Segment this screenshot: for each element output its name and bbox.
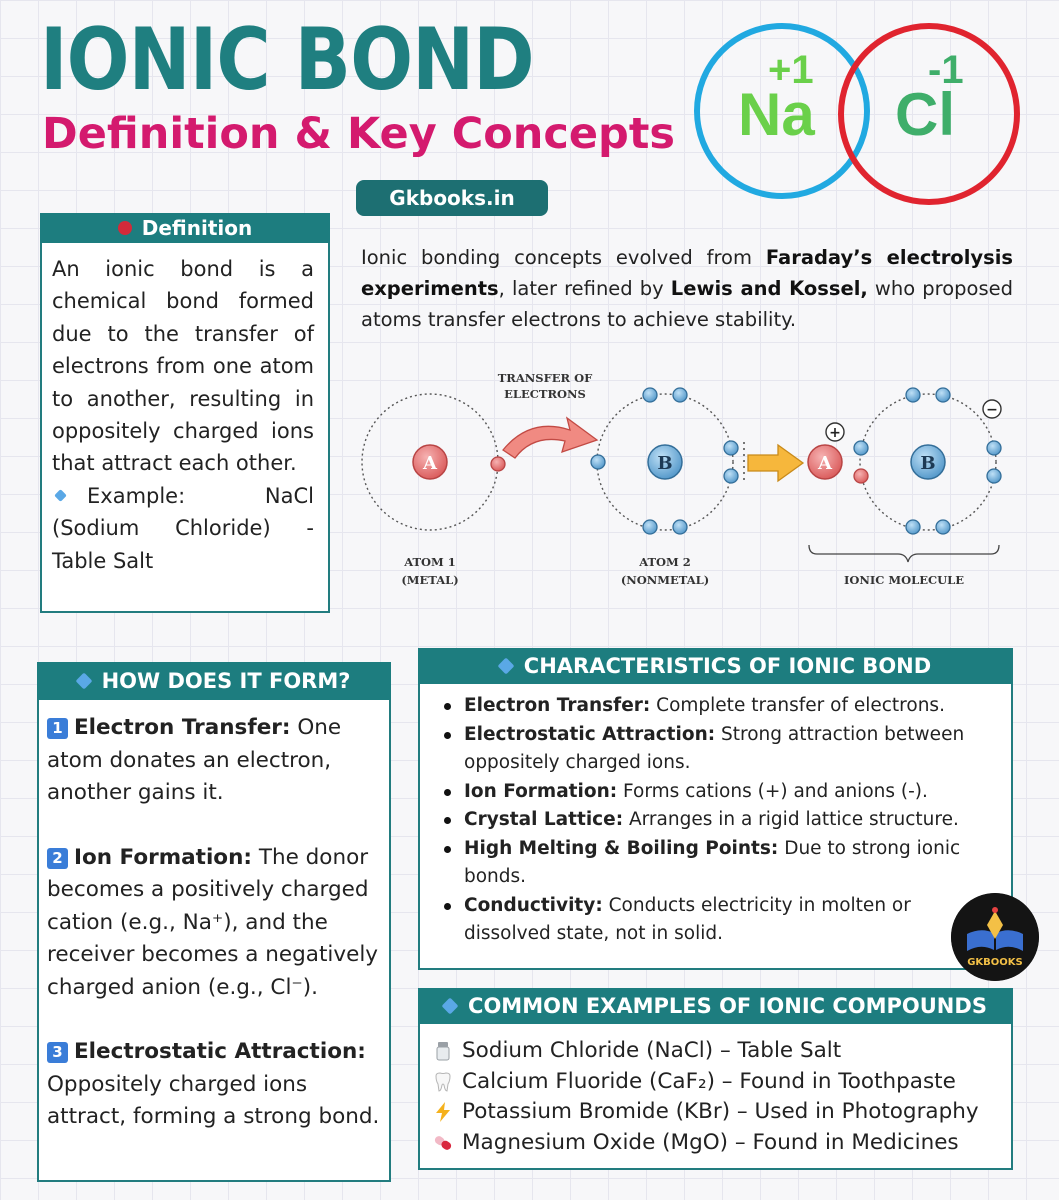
- anion-electron: [987, 441, 1001, 455]
- diamond-icon: [497, 658, 514, 675]
- page-title: IONIC BOND: [40, 10, 534, 110]
- atom2-electron: [591, 455, 605, 469]
- ionic-molecule-label: IONIC MOLECULE: [843, 573, 965, 587]
- item-title: Electron Transfer:: [464, 695, 651, 716]
- anion-electron: [987, 469, 1001, 483]
- diamond-icon: [54, 489, 67, 502]
- list-item: [442, 692, 1001, 721]
- item-text: Complete transfer of electrons.: [650, 695, 945, 716]
- intro-bold-faraday: Faraday’s electrolysis experiments: [361, 246, 1014, 300]
- definition-example: [52, 480, 314, 577]
- examples-list: [420, 1024, 1011, 1158]
- definition-body: [42, 243, 328, 577]
- lightning-bolt: [436, 1102, 450, 1122]
- atom2-electron: [724, 441, 738, 455]
- item-title: Crystal Lattice:: [464, 809, 624, 830]
- example-text: Potassium Bromide (KBr) – Used in Photography: [462, 1099, 979, 1124]
- definition-header: [40, 213, 330, 243]
- salt-shaker-icon: [432, 1040, 454, 1062]
- step-title: Electron Transfer:: [74, 715, 291, 740]
- list-item: [442, 721, 1001, 778]
- gkbooks-logo[interactable]: [951, 893, 1039, 981]
- anion-label: B: [920, 453, 936, 474]
- characteristics-header: [418, 648, 1013, 684]
- formation-step: [47, 1036, 383, 1134]
- intro-text-3: who proposed atoms transfer electrons to achieve stability.: [361, 277, 1013, 331]
- intro-text-1: Ionic bonding concepts evolved from: [361, 246, 766, 269]
- item-text: Due to strong ionic bonds.: [464, 837, 961, 887]
- ionic-bond-diagram: [355, 362, 1025, 594]
- how-it-forms-body: [39, 700, 389, 1134]
- page-subtitle: Definition & Key Concepts: [42, 109, 675, 159]
- atom2-electron: [643, 388, 657, 402]
- atom2-electron: [643, 520, 657, 534]
- step-number-badge: 2: [47, 848, 68, 869]
- lightning-icon: [432, 1101, 454, 1123]
- list-item: [442, 778, 1001, 807]
- list-item: [432, 1128, 1003, 1159]
- tooth-shape: [436, 1073, 450, 1091]
- site-badge[interactable]: Gkbooks.in: [356, 180, 548, 216]
- step-text: The donor becomes a positively charged cation (e.g., Na⁺), and the receiver becomes a negatively charged anion (e.g., Cl⁻).: [47, 844, 379, 1000]
- minus-sign: −: [986, 402, 998, 418]
- atom1-label-1: ATOM 1: [404, 555, 456, 569]
- sodium-symbol: Na: [738, 81, 815, 148]
- intro-paragraph: [361, 242, 1013, 335]
- transfer-label-2: ELECTRONS: [504, 387, 586, 401]
- list-item: [432, 1036, 1003, 1067]
- formation-step: [47, 842, 383, 1005]
- examples-panel: [418, 988, 1013, 1170]
- item-text: Conducts electricity in molten or dissolved state, not in solid.: [464, 894, 911, 944]
- item-title: Electrostatic Attraction:: [464, 723, 716, 745]
- list-item: [442, 835, 1001, 892]
- step-text: Oppositely charged ions attract, forming a strong bond.: [47, 1071, 380, 1129]
- how-it-forms-heading: HOW DOES IT FORM?: [101, 669, 351, 693]
- how-it-forms-panel: [37, 662, 391, 1182]
- atom1-nucleus-label: A: [423, 453, 437, 474]
- logo-star: [992, 907, 998, 913]
- characteristics-heading: CHARACTERISTICS OF IONIC BOND: [523, 654, 932, 678]
- transfer-arrow: [503, 418, 597, 458]
- example-text: Magnesium Oxide (MgO) – Found in Medicines: [462, 1129, 959, 1155]
- examples-heading: COMMON EXAMPLES OF IONIC COMPOUNDS: [468, 994, 987, 1018]
- list-item: [432, 1067, 1003, 1098]
- sodium-charge: +1: [768, 48, 814, 92]
- characteristics-panel: [418, 648, 1013, 970]
- intro-bold-lewis-kossel: Lewis and Kossel,: [670, 277, 868, 300]
- how-it-forms-header: [37, 662, 391, 700]
- formation-step: [47, 712, 383, 810]
- anion-electron: [936, 388, 950, 402]
- salt-shaker-body: [437, 1047, 449, 1060]
- plus-sign: +: [829, 425, 841, 441]
- definition-panel: [40, 213, 330, 613]
- anion-electron: [936, 520, 950, 534]
- list-item: [432, 1097, 1003, 1128]
- anion-electron: [906, 388, 920, 402]
- item-title: High Melting & Boiling Points:: [464, 837, 779, 859]
- reaction-arrow: [748, 445, 803, 481]
- atom1-electron: [491, 457, 505, 471]
- pill-icon: [432, 1132, 454, 1154]
- salt-shaker-cap: [438, 1042, 448, 1047]
- list-item: [442, 892, 1001, 949]
- item-text: Arranges in a rigid lattice structure.: [623, 809, 959, 830]
- step-text: One atom donates an electron, another gains it.: [47, 715, 342, 805]
- definition-text: An ionic bond is a chemical bond formed due to the transfer of electrons from one atom to another, resulting in oppositely charged ions that attract each other.: [52, 257, 314, 476]
- example-text: Calcium Fluoride (CaF₂) – Found in Toothpaste: [462, 1068, 956, 1094]
- item-title: Conductivity:: [464, 894, 603, 916]
- tooth-icon: [432, 1071, 454, 1093]
- atom2-electron: [673, 388, 687, 402]
- atom2-electron: [673, 520, 687, 534]
- anion-electron: [854, 441, 868, 455]
- transferred-electron: [854, 469, 868, 483]
- definition-heading: Definition: [141, 216, 253, 240]
- logo-text: GKBOOKS: [967, 957, 1023, 968]
- diamond-icon: [442, 998, 459, 1015]
- pushpin-icon: [118, 221, 132, 235]
- atom2-label-1: ATOM 2: [639, 555, 691, 569]
- example-text: Sodium Chloride (NaCl) – Table Salt: [462, 1038, 842, 1063]
- list-item: [442, 806, 1001, 835]
- diamond-icon: [75, 673, 92, 690]
- chlorine-charge: -1: [928, 48, 964, 92]
- molecule-brace: [809, 545, 999, 562]
- chlorine-symbol: Cl: [895, 81, 955, 148]
- step-number-badge: 1: [47, 718, 68, 739]
- atom2-nucleus-label: B: [657, 453, 673, 474]
- anion-electron: [906, 520, 920, 534]
- step-title: Ion Formation:: [74, 844, 252, 870]
- intro-text-2: , later refined by: [498, 277, 671, 300]
- characteristics-list: [420, 684, 1011, 949]
- step-title: Electrostatic Attraction:: [74, 1039, 366, 1064]
- definition-example-text: Example: NaCl (Sodium Chloride) - Table Salt: [52, 483, 314, 573]
- transfer-label-1: TRANSFER OF: [497, 371, 593, 385]
- atom1-label-2: (METAL): [401, 573, 459, 587]
- item-title: Ion Formation:: [464, 780, 618, 802]
- step-number-badge: 3: [47, 1042, 68, 1063]
- item-text: Forms cations (+) and anions (-).: [617, 780, 928, 802]
- item-text: Strong attraction between oppositely charged ions.: [464, 723, 965, 773]
- atom2-electron: [724, 469, 738, 483]
- examples-header: [418, 988, 1013, 1024]
- atom2-label-2: (NONMETAL): [620, 573, 710, 587]
- cation-label: A: [818, 453, 832, 474]
